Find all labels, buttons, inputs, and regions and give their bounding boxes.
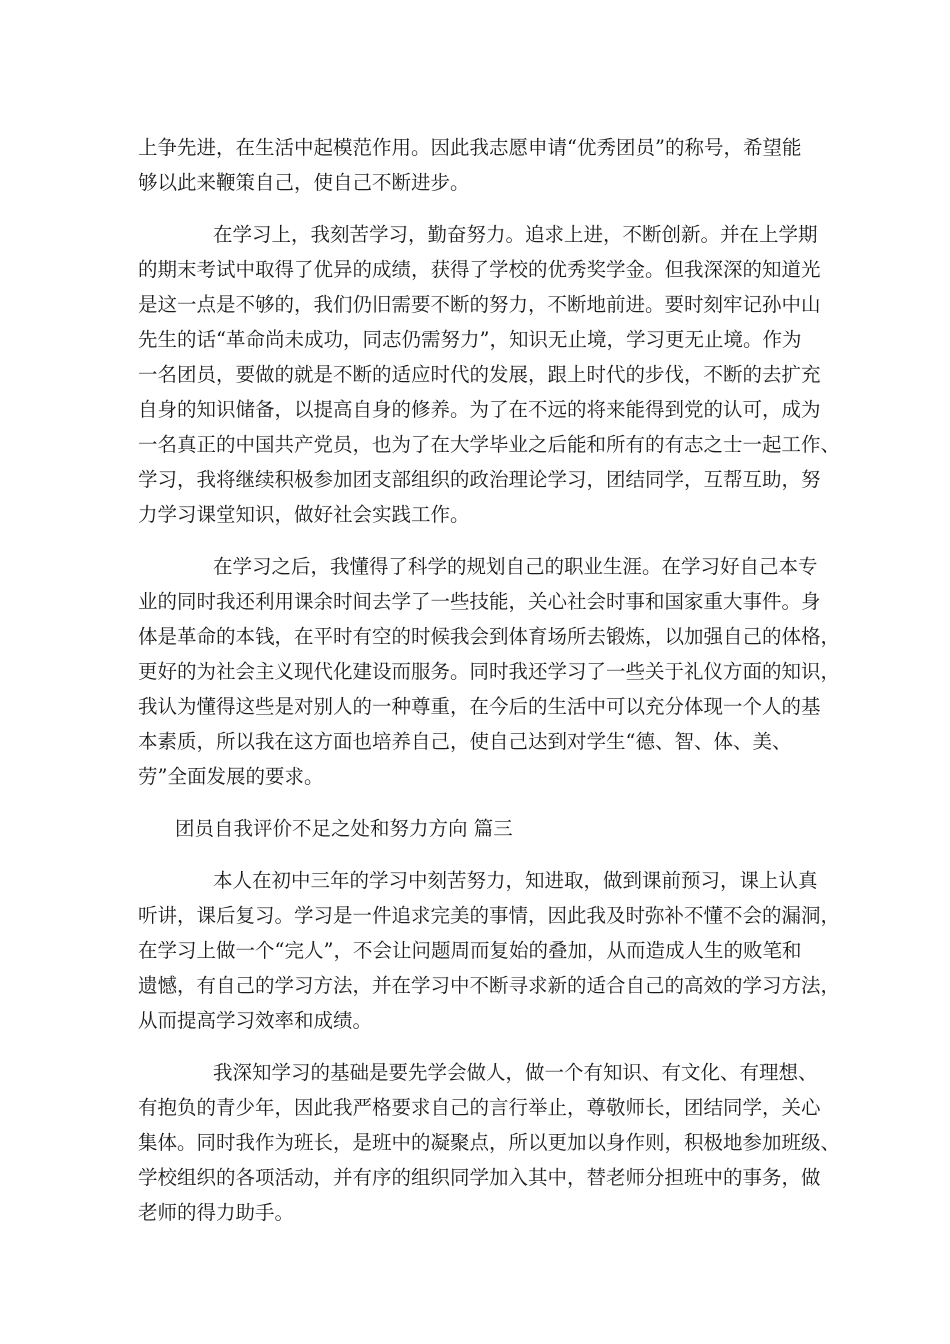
text-line: 老师的得力助手。 — [138, 1201, 295, 1224]
text-line: 学校组织的各项活动，并有序的组织同学加入其中，替老师分担班中的事务，做 — [138, 1166, 821, 1189]
text-line: 业的同时我还利用课余时间去学了一些技能，关心社会时事和国家重大事件。身 — [138, 590, 821, 613]
text-line: 在学习上做一个“完人”，不会让问题周而复始的叠加，从而造成人生的败笔和 — [138, 939, 802, 962]
text-line: 劳”全面发展的要求。 — [138, 765, 324, 788]
text-line: 一名团员，要做的就是不断的适应时代的发展，跟上时代的步伐，不断的去扩充 — [138, 363, 821, 386]
text-line: 自身的知识储备，以提高自身的修养。为了在不远的将来能得到党的认可，成为 — [138, 398, 821, 421]
text-line: 力学习课堂知识，做好社会实践工作。 — [138, 503, 470, 526]
text-line: 的期末考试中取得了优异的成绩，获得了学校的优秀奖学金。但我深深的知道光 — [138, 258, 821, 281]
paragraph-first-line: 在学习上，我刻苦学习，勤奋努力。追求上进，不断创新。并在上学期 — [213, 223, 818, 246]
text-line: 从而提高学习效率和成绩。 — [138, 1009, 373, 1032]
text-line: 本素质，所以我在这方面也培养自己，使自己达到对学生“德、智、体、美、 — [138, 730, 792, 753]
paragraph-first-line: 本人在初中三年的学习中刻苦努力，知进取，做到课前预习，课上认真 — [213, 869, 818, 892]
text-line: 更好的为社会主义现代化建设而服务。同时我还学习了一些关于礼仪方面的知识， — [138, 660, 841, 683]
text-line: 体是革命的本钱，在平时有空的时候我会到体育场所去锻炼，以加强自己的体格， — [138, 625, 841, 648]
text-line: 先生的话“革命尚未成功，同志仍需努力”，知识无止境，学习更无止境。作为 — [138, 328, 802, 351]
text-line: 一名真正的中国共产党员，也为了在大学毕业之后能和所有的有志之士一起工作、 — [138, 433, 841, 456]
text-line: 集体。同时我作为班长，是班中的凝聚点，所以更加以身作则，积极地参加班级、 — [138, 1131, 841, 1154]
text-line: 是这一点是不够的，我们仍旧需要不断的努力，不断地前进。要时刻牢记孙中山 — [138, 293, 821, 316]
text-line: 够以此来鞭策自己，使自己不断进步。 — [138, 171, 470, 194]
text-line: 听讲，课后复习。学习是一件追求完美的事情，因此我及时弥补不懂不会的漏洞， — [138, 904, 841, 927]
text-line: 我认为懂得这些是对别人的一种尊重，在今后的生活中可以充分体现一个人的基 — [138, 695, 821, 718]
text-line: 有抱负的青少年，因此我严格要求自己的言行举止，尊敬师长，团结同学，关心 — [138, 1096, 821, 1119]
text-line: 学习，我将继续积极参加团支部组织的政治理论学习，团结同学，互帮互助，努 — [138, 468, 821, 491]
text-line: 遗憾，有自己的学习方法，并在学习中不断寻求新的适合自己的高效的学习方法， — [138, 974, 841, 997]
section-heading: 团员自我评价不足之处和努力方向 篇三 — [175, 817, 513, 840]
text-line: 上争先进，在生活中起模范作用。因此我志愿申请“优秀团员”的称号，希望能 — [138, 136, 802, 159]
paragraph-first-line: 在学习之后，我懂得了科学的规划自己的职业生涯。在学习好自己本专 — [213, 555, 818, 578]
paragraph-first-line: 我深知学习的基础是要先学会做人，做一个有知识、有文化、有理想、 — [213, 1061, 818, 1084]
